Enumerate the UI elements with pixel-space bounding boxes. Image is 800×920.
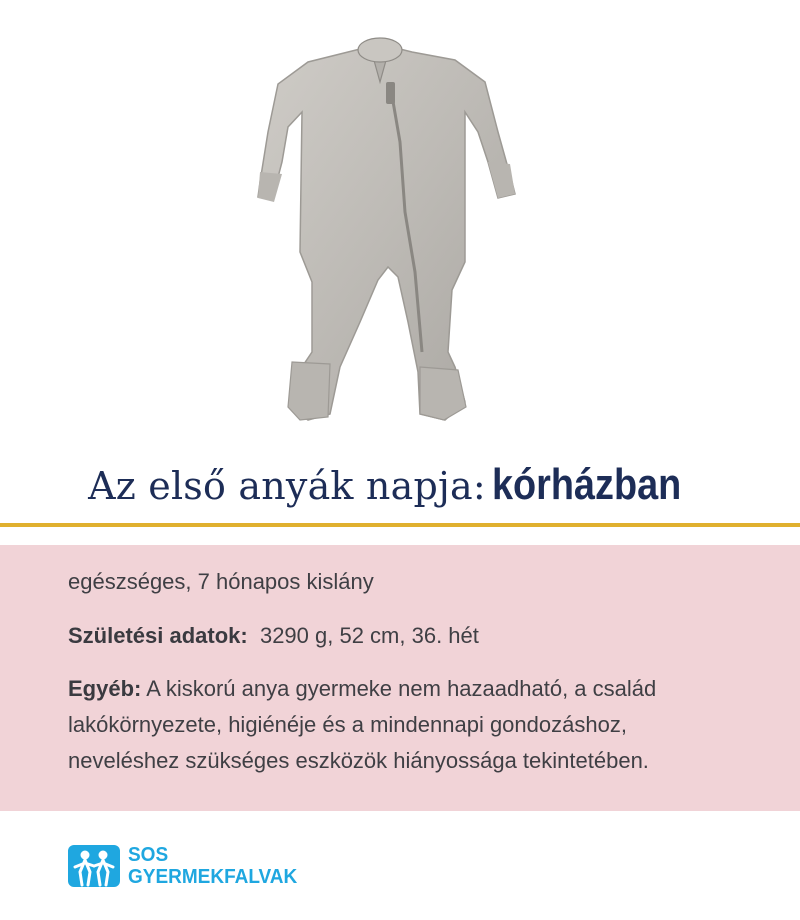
other-text-line2: lakókörnyezete, higiénéje és a mindennapi gondozáshoz, xyxy=(68,712,627,737)
logo-line1: SOS xyxy=(128,844,169,866)
other-label: Egyéb: xyxy=(68,676,142,701)
child-description: egészséges, 7 hónapos kislány xyxy=(68,569,374,594)
gold-divider xyxy=(0,523,800,527)
sos-logo xyxy=(68,840,368,892)
birth-data-value: 3290 g, 52 cm, 36. hét xyxy=(259,623,479,648)
birth-data-label: Születési adatok: xyxy=(68,623,248,648)
sos-logo-text xyxy=(128,844,297,888)
logo-line2: GYERMEKFALVAK xyxy=(128,866,298,888)
info-panel xyxy=(0,545,800,811)
other-text-line3: neveléshez szükséges eszközök hiányossága tekintetében. xyxy=(68,748,649,773)
other-row xyxy=(68,676,656,702)
headline-highlight: kórházban xyxy=(491,460,682,509)
sos-children-icon xyxy=(68,845,120,887)
headline xyxy=(0,446,800,524)
headline-prefix: Az első anyák napja: xyxy=(88,464,486,508)
product-photo xyxy=(0,0,800,450)
baby-onesie-image xyxy=(230,22,550,432)
other-text-line1: A kiskorú anya gyermeke nem hazaadható, a család xyxy=(146,676,657,701)
birth-data-row xyxy=(68,623,479,649)
